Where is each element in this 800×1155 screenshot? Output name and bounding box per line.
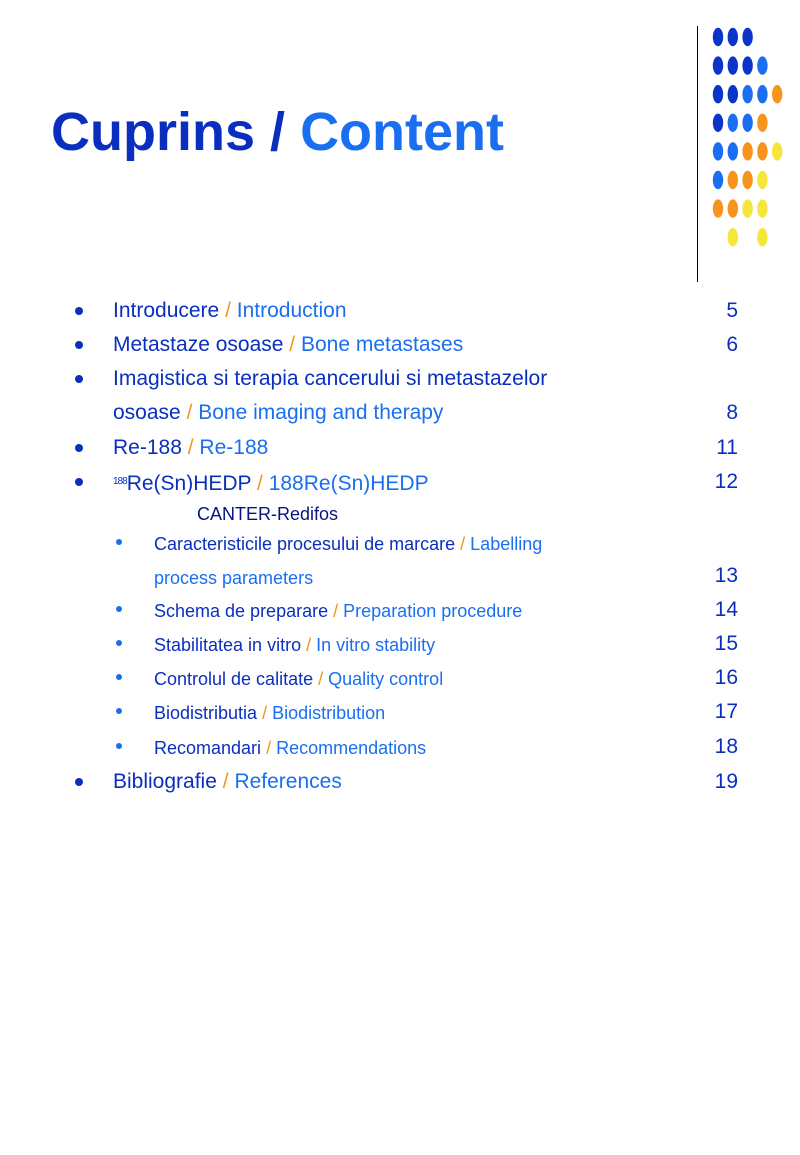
label-separator: / <box>222 770 229 793</box>
decorative-dot <box>713 171 723 189</box>
toc-page-number: 17 <box>714 700 738 723</box>
label-english: In vitro stability <box>316 635 436 655</box>
toc-subitem-label <box>154 736 426 760</box>
decorative-dot <box>757 171 767 189</box>
decorative-divider-line <box>697 26 698 282</box>
decorative-dot <box>757 199 767 217</box>
toc-page-number: 13 <box>714 564 738 587</box>
bullet-icon <box>75 307 83 315</box>
toc-subitem-label-line1 <box>154 532 542 556</box>
label-english: Bone metastases <box>300 333 464 356</box>
decorative-dot <box>757 228 767 246</box>
toc-page-number: 15 <box>714 632 738 655</box>
toc-page-number: 11 <box>716 436 738 459</box>
label-romanian: Bibliografie <box>113 770 217 793</box>
label-english: 188Re(Sn)HEDP <box>268 472 429 495</box>
sub-bullet-icon <box>116 743 122 749</box>
decorative-dot <box>742 199 752 217</box>
label-separator: / <box>333 601 339 621</box>
label-separator: / <box>266 738 272 758</box>
decorative-dot <box>713 142 723 160</box>
toc-item-label <box>113 298 347 324</box>
decorative-dot <box>757 85 767 103</box>
title-english: Content <box>300 102 505 162</box>
label-romanian: Recomandari <box>154 738 262 758</box>
toc-page-number: 19 <box>714 770 738 793</box>
toc-item-label <box>113 435 268 461</box>
decorative-dot <box>757 114 767 132</box>
decorative-dot <box>742 142 752 160</box>
sub-bullet-icon <box>116 640 122 646</box>
label-romanian: Caracteristicile procesului de marcare <box>154 534 456 554</box>
toc-item-label <box>113 469 429 497</box>
label-separator: / <box>225 299 231 322</box>
decorative-dot <box>728 199 738 217</box>
decorative-dot <box>742 85 752 103</box>
label-romanian: Re-188 <box>113 436 182 459</box>
isotope-superscript: 188 <box>113 476 127 487</box>
decorative-dot <box>728 228 738 246</box>
label-romanian: osoase <box>113 401 181 424</box>
label-romanian <box>113 472 251 495</box>
decorative-dot <box>772 142 782 160</box>
bullet-icon <box>75 444 83 452</box>
label-separator: / <box>262 703 268 723</box>
decorative-dot <box>713 114 723 132</box>
decorative-dot <box>742 56 752 74</box>
toc-page-number: 16 <box>714 666 738 689</box>
decorative-dot <box>742 28 752 46</box>
label-separator: / <box>187 436 194 459</box>
label-english: Preparation procedure <box>343 601 523 621</box>
label-english: Introduction <box>236 299 347 322</box>
toc-item-label <box>113 332 463 358</box>
label-romanian: Schema de preparare <box>154 601 329 621</box>
label-romanian: Metastaze osoase <box>113 333 284 356</box>
label-separator: / <box>460 534 466 554</box>
toc-subheading: CANTER-Redifos <box>197 504 339 524</box>
sub-bullet-icon <box>116 674 122 680</box>
label-romanian: Introducere <box>113 299 220 322</box>
decorative-dot <box>757 56 767 74</box>
label-english: Re-188 <box>199 436 269 459</box>
label-english: Recommendations <box>276 738 427 758</box>
label-english: References <box>234 770 342 793</box>
label-english: Biodistribution <box>272 703 386 723</box>
decorative-dot <box>713 85 723 103</box>
toc-page-number: 5 <box>726 299 738 322</box>
toc-item-label-line1: Imagistica si terapia cancerului si metastazelor <box>113 367 548 390</box>
title-romanian: Cuprins <box>51 102 256 162</box>
decorative-dot <box>713 28 723 46</box>
bullet-icon <box>75 478 83 486</box>
label-english: Labelling <box>470 534 543 554</box>
label-separator: / <box>306 635 312 655</box>
decorative-dot <box>728 114 738 132</box>
decorative-dot <box>742 171 752 189</box>
decorative-dot <box>772 85 782 103</box>
toc-subitem-label-line2: process parameters <box>154 568 314 588</box>
bullet-icon <box>75 375 83 383</box>
toc-page-number: 6 <box>726 333 738 356</box>
toc-subitem-label <box>154 599 522 623</box>
sub-bullet-icon <box>116 708 122 714</box>
decorative-dot <box>713 199 723 217</box>
decorative-dot <box>728 56 738 74</box>
toc-item-label <box>113 769 342 795</box>
toc-page-number: 12 <box>714 470 738 493</box>
label-romanian: Biodistributia <box>154 703 258 723</box>
title-separator: / <box>270 102 286 162</box>
decorative-dot <box>728 85 738 103</box>
label-romanian-text: Re(Sn)HEDP <box>126 472 252 495</box>
decorative-dot <box>728 28 738 46</box>
toc-subitem-label <box>154 701 385 725</box>
decorative-dot <box>728 142 738 160</box>
page-title <box>51 98 504 166</box>
label-english: Bone imaging and therapy <box>198 401 444 424</box>
label-romanian: Stabilitatea in vitro <box>154 635 302 655</box>
label-romanian: Controlul de calitate <box>154 669 314 689</box>
toc-subitem-label <box>154 667 443 691</box>
decorative-dot <box>757 142 767 160</box>
bullet-icon <box>75 778 83 786</box>
label-separator: / <box>186 401 193 424</box>
sub-bullet-icon <box>116 539 122 545</box>
label-english: Quality control <box>328 669 444 689</box>
label-separator: / <box>318 669 324 689</box>
decorative-dot <box>742 114 752 132</box>
toc-page-number: 14 <box>714 598 738 621</box>
sub-bullet-icon <box>116 606 122 612</box>
toc-page-number: 18 <box>714 735 738 758</box>
toc-subitem-label <box>154 633 435 657</box>
decorative-dot <box>728 171 738 189</box>
label-separator: / <box>289 333 296 356</box>
label-separator: / <box>257 472 263 495</box>
decorative-dot <box>713 56 723 74</box>
toc-page-number: 8 <box>726 401 738 424</box>
bullet-icon <box>75 341 83 349</box>
toc-item-label-line2 <box>113 400 443 426</box>
